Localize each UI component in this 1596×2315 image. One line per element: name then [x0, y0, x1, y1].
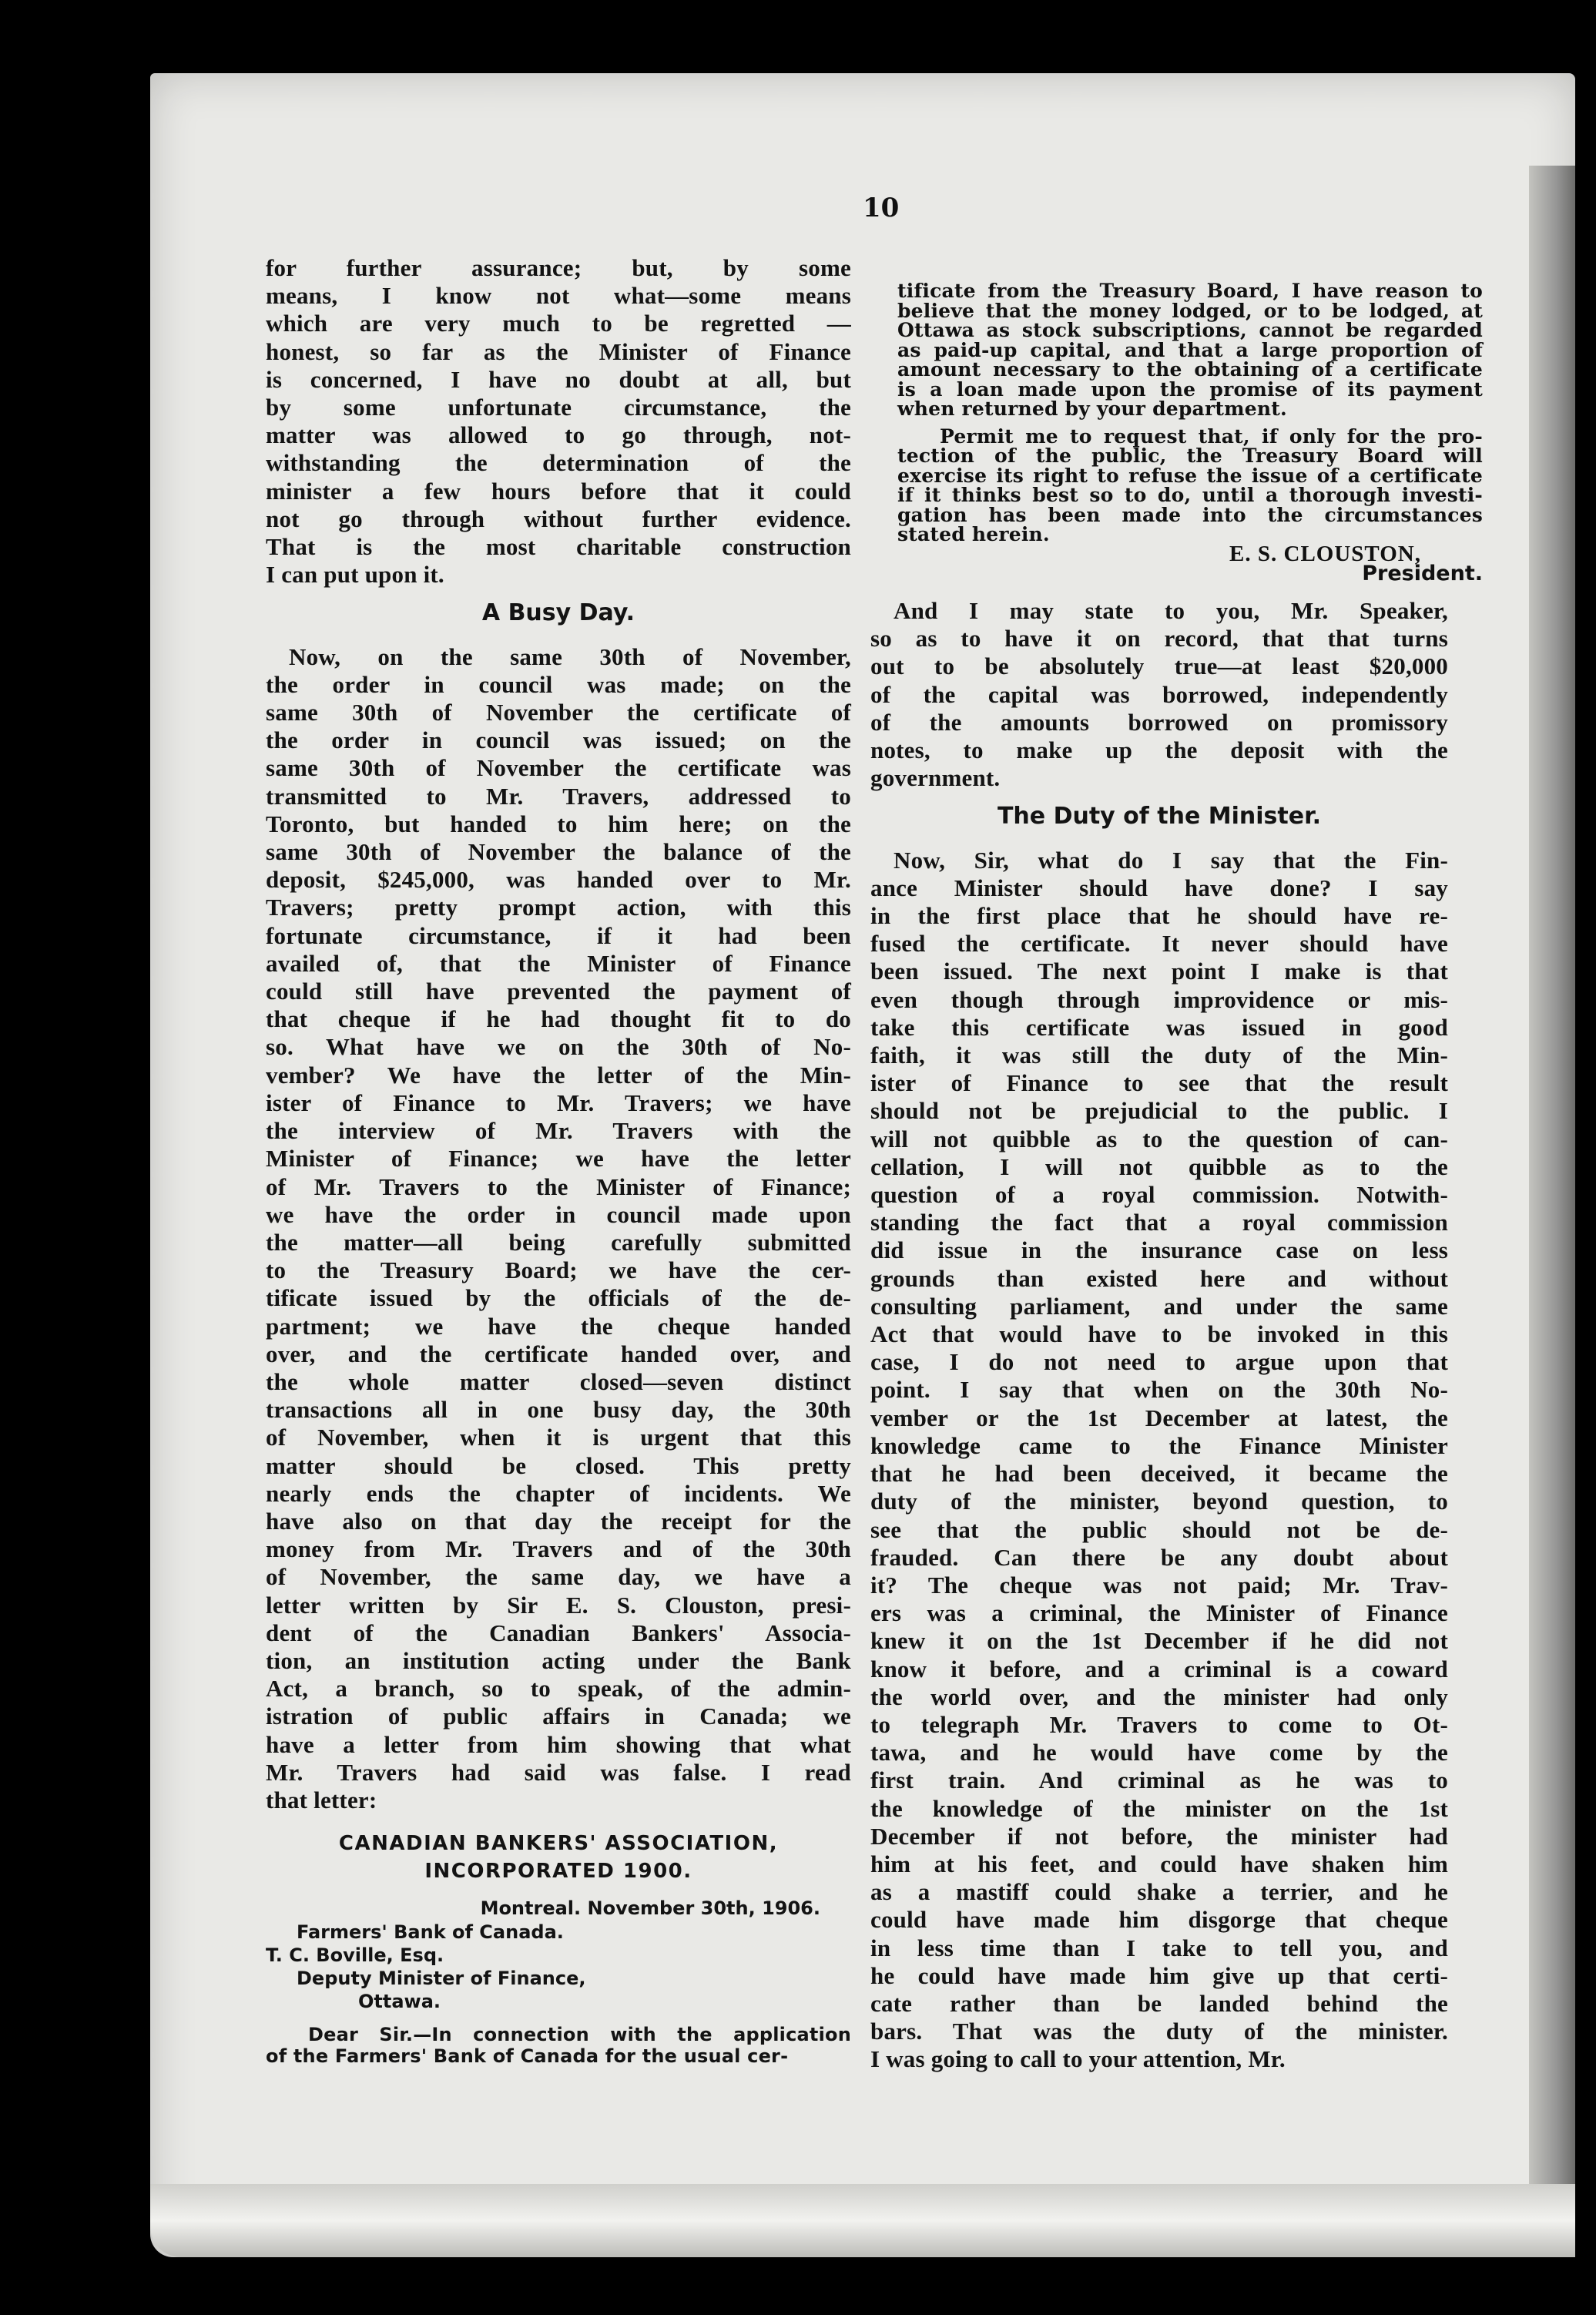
text-line: vember or the 1st December at latest, the: [870, 1404, 1448, 1431]
text-line: he could have made him give up that certi-: [870, 1961, 1448, 1989]
text-line: Act, a branch, so to speak, of the admin-: [266, 1675, 851, 1703]
text-line: for further assurance; but, by some: [266, 254, 851, 281]
section-heading-duty-of-minister: The Duty of the Minister.: [997, 803, 1322, 830]
text-line: cellation, I will not quibble as to the: [870, 1152, 1448, 1180]
text-line: ance Minister should have done? I say: [870, 874, 1448, 901]
text-line: I can put upon it.: [266, 561, 444, 589]
text-line: bars. That was the duty of the minister.: [870, 2018, 1448, 2045]
text-line: which are very much to be regretted —: [266, 310, 851, 337]
page-bottom-curl: [150, 2184, 1575, 2257]
text-line: should not be prejudicial to the public. I: [870, 1097, 1448, 1125]
text-line: faith, it was still the duty of the Min-: [870, 1042, 1448, 1069]
text-line: to telegraph Mr. Travers to come to Ot-: [870, 1710, 1448, 1738]
text-line: exercise its right to refuse the issue of a certificate: [897, 464, 1483, 487]
text-line: fused the certificate. It never should have: [870, 930, 1448, 958]
text-line: Minister of Finance; we have the letter: [266, 1145, 851, 1173]
text-line: money from Mr. Travers and of the 30th: [266, 1535, 851, 1563]
text-line: same 30th of November the certificate of: [266, 699, 851, 726]
text-line: been issued. The next point I make is that: [870, 958, 1448, 985]
text-line: I was going to call to your attention, Mr.: [870, 2045, 1286, 2073]
text-line: will not quibble as to the question of can-: [870, 1125, 1448, 1152]
text-line: grounds than existed here and without: [870, 1264, 1448, 1292]
text-line: ister of Finance to Mr. Travers; we have: [266, 1089, 851, 1116]
text-line: availed of, that the Minister of Finance: [266, 949, 851, 977]
text-line: him at his feet, and could have shaken him: [870, 1850, 1448, 1877]
text-line: as paid-up capital, and that a large proportion of: [897, 338, 1483, 361]
addressee-name: T. C. Boville, Esq.: [266, 1944, 444, 1967]
right-paragraph-2: [870, 847, 1448, 2074]
text-line: partment; we have the cheque handed: [266, 1312, 851, 1340]
text-line: know it before, and a criminal is a coward: [870, 1655, 1448, 1683]
text-line: the world over, and the minister had only: [870, 1683, 1448, 1710]
letter-opening: [266, 2024, 851, 2067]
text-line: transmitted to Mr. Travers, addressed to: [266, 782, 851, 810]
text-line: believe that the money lodged, or to be lodged, at: [897, 299, 1483, 322]
text-line: is concerned, I have no doubt at all, but: [266, 365, 851, 393]
letterhead-line-1: CANADIAN BANKERS' ASSOCIATION,: [338, 1832, 779, 1856]
text-line: of the amounts borrowed on promissory: [870, 708, 1448, 736]
text-line: first train. And criminal as he was to: [870, 1766, 1448, 1794]
text-line: nearly ends the chapter of incidents. We: [266, 1479, 851, 1507]
text-line: consulting parliament, and under the same: [870, 1292, 1448, 1320]
text-line: Now, Sir, what do I say that the Fin-: [894, 846, 1448, 874]
text-line: means, I know not what—some means: [266, 282, 851, 310]
text-line: Ottawa as stock subscriptions, cannot be regarded: [897, 319, 1483, 341]
text-line: Mr. Travers had said was false. I read: [266, 1758, 851, 1786]
text-line: to the Treasury Board; we have the cer-: [266, 1256, 851, 1284]
text-line: Dear Sir.—In connection with the application: [308, 2024, 851, 2046]
text-line: of the Farmers' Bank of Canada for the usual cer-: [266, 2045, 789, 2068]
text-line: is a loan made upon the promise of its payment: [897, 377, 1483, 401]
letter-subject: Farmers' Bank of Canada.: [297, 1921, 564, 1944]
left-paragraph-2: [266, 643, 851, 1815]
text-line: matter should be closed. This pretty: [266, 1451, 851, 1479]
text-line: cate rather than be landed behind the: [870, 1989, 1448, 2017]
text-line: when returned by your department.: [897, 398, 1287, 420]
text-line: Permit me to request that, if only for the pro-: [940, 424, 1483, 448]
text-line: stated herein.: [897, 523, 1050, 545]
text-line: honest, so far as the Minister of Finance: [266, 337, 851, 365]
text-line: point. I say that when on the 30th No-: [870, 1376, 1448, 1404]
text-line: could still have prevented the payment of: [266, 978, 851, 1005]
text-line: Toronto, but handed to him here; on the: [266, 810, 851, 837]
text-line: tificate issued by the officials of the de-: [266, 1284, 851, 1312]
text-line: the knowledge of the minister on the 1st: [870, 1794, 1448, 1822]
text-line: if it thinks best so to do, until a thorough investi-: [897, 484, 1483, 506]
text-line: minister a few hours before that it could: [266, 477, 851, 505]
text-line: And I may state to you, Mr. Speaker,: [894, 597, 1448, 624]
text-line: of November, when it is urgent that this: [266, 1424, 851, 1451]
text-line: so as to have it on record, that that turns: [870, 625, 1448, 653]
text-line: of the capital was borrowed, independently: [870, 680, 1448, 708]
text-line: istration of public affairs in Canada; we: [266, 1703, 851, 1730]
text-line: as a mastiff could shake a terrier, and he: [870, 1878, 1448, 1906]
text-line: same 30th of November the balance of the: [266, 838, 851, 866]
text-line: we have the order in council made upon: [266, 1200, 851, 1228]
text-line: it? The cheque was not paid; Mr. Trav-: [870, 1571, 1448, 1599]
text-line: deposit, $245,000, was handed over to Mr.: [266, 866, 851, 894]
text-line: gation has been made into the circumstances: [897, 503, 1483, 526]
text-line: by some unfortunate circumstance, the: [266, 394, 851, 421]
text-line: have a letter from him showing that what: [266, 1730, 851, 1758]
signature-title: President.: [1362, 562, 1483, 585]
text-line: have also on that day the receipt for the: [266, 1507, 851, 1535]
text-line: That is the most charitable construction: [266, 533, 851, 561]
text-line: the matter—all being carefully submitted: [266, 1228, 851, 1256]
text-line: amount necessary to the obtaining of a certificate: [897, 358, 1483, 381]
text-line: the interview of Mr. Travers with the: [266, 1117, 851, 1145]
text-line: over, and the certificate handed over, and: [266, 1340, 851, 1367]
text-line: government.: [870, 764, 1001, 792]
text-line: tificate from the Treasury Board, I have reason to: [897, 280, 1483, 302]
text-line: knowledge came to the Finance Minister: [870, 1431, 1448, 1459]
text-line: see that the public should not be de-: [870, 1515, 1448, 1543]
letter-date: Montreal. November 30th, 1906.: [480, 1897, 820, 1920]
text-line: vember? We have the letter of the Min-: [266, 1061, 851, 1089]
page-number: 10: [863, 193, 900, 223]
letter-continuation-paragraph-2: [897, 424, 1483, 545]
text-line: out to be absolutely true—at least $20,000: [870, 653, 1448, 680]
text-line: did issue in the insurance case on less: [870, 1236, 1448, 1264]
text-line: dent of the Canadian Bankers' Associa-: [266, 1619, 851, 1646]
text-line: ister of Finance to see that the result: [870, 1069, 1448, 1097]
text-line: Act that would have to be invoked in this: [870, 1320, 1448, 1348]
text-line: December if not before, the minister had: [870, 1822, 1448, 1850]
text-line: tawa, and he would have come by the: [870, 1739, 1448, 1766]
right-paragraph-1: [870, 597, 1448, 792]
text-line: frauded. Can there be any doubt about: [870, 1543, 1448, 1571]
text-line: the whole matter closed—seven distinct: [266, 1367, 851, 1395]
text-line: same 30th of November the certificate was: [266, 754, 851, 782]
text-line: ers was a criminal, the Minister of Finance: [870, 1599, 1448, 1627]
text-line: in less time than I take to tell you, and: [870, 1934, 1448, 1961]
text-line: that he had been deceived, it became the: [870, 1460, 1448, 1488]
text-line: knew it on the 1st December if he did not: [870, 1627, 1448, 1655]
text-line: question of a royal commission. Notwith-: [870, 1181, 1448, 1209]
text-line: so. What have we on the 30th of No-: [266, 1033, 851, 1061]
text-line: that cheque if he had thought fit to do: [266, 1005, 851, 1033]
page-edge-shadow: [1529, 166, 1575, 2184]
text-line: Now, on the same 30th of November,: [289, 642, 851, 670]
text-line: fortunate circumstance, if it had been: [266, 921, 851, 949]
text-line: matter was allowed to go through, not-: [266, 421, 851, 449]
addressee-title: Deputy Minister of Finance,: [297, 1968, 586, 1990]
left-paragraph-1: [266, 254, 851, 589]
text-line: even though through improvidence or mis-: [870, 985, 1448, 1013]
text-line: could have made him disgorge that cheque: [870, 1906, 1448, 1934]
text-line: Travers; pretty prompt action, with this: [266, 894, 851, 921]
text-line: notes, to make up the deposit with the: [870, 736, 1448, 764]
text-line: that letter:: [266, 1786, 377, 1813]
letterhead-line-2: INCORPORATED 1900.: [424, 1860, 692, 1884]
text-line: in the first place that he should have re-: [870, 902, 1448, 930]
text-line: transactions all in one busy day, the 30th: [266, 1396, 851, 1424]
text-line: of Mr. Travers to the Minister of Finance;: [266, 1173, 851, 1200]
right-column: [870, 597, 1448, 2074]
text-line: the order in council was made; on the: [266, 670, 851, 698]
letter-continuation-paragraph-1: [897, 281, 1483, 419]
text-line: tection of the public, the Treasury Board will: [897, 445, 1483, 467]
text-line: case, I do not need to argue upon that: [870, 1348, 1448, 1376]
text-line: withstanding the determination of the: [266, 449, 851, 477]
text-line: the order in council was issued; on the: [266, 726, 851, 754]
section-heading-busy-day: A Busy Day.: [481, 599, 635, 627]
text-line: tion, an institution acting under the Bank: [266, 1646, 851, 1674]
addressee-city: Ottawa.: [358, 1991, 441, 2013]
signature-name: E. S. CLOUSTON,: [1229, 541, 1421, 566]
right-letter-block: [897, 281, 1483, 584]
left-column: [266, 254, 851, 2067]
text-line: letter written by Sir E. S. Clouston, presi-: [266, 1591, 851, 1619]
text-line: not go through without further evidence.: [266, 505, 851, 532]
text-line: duty of the minister, beyond question, to: [870, 1488, 1448, 1515]
text-line: standing the fact that a royal commission: [870, 1209, 1448, 1236]
text-line: take this certificate was issued in good: [870, 1013, 1448, 1041]
text-line: of November, the same day, we have a: [266, 1563, 851, 1591]
